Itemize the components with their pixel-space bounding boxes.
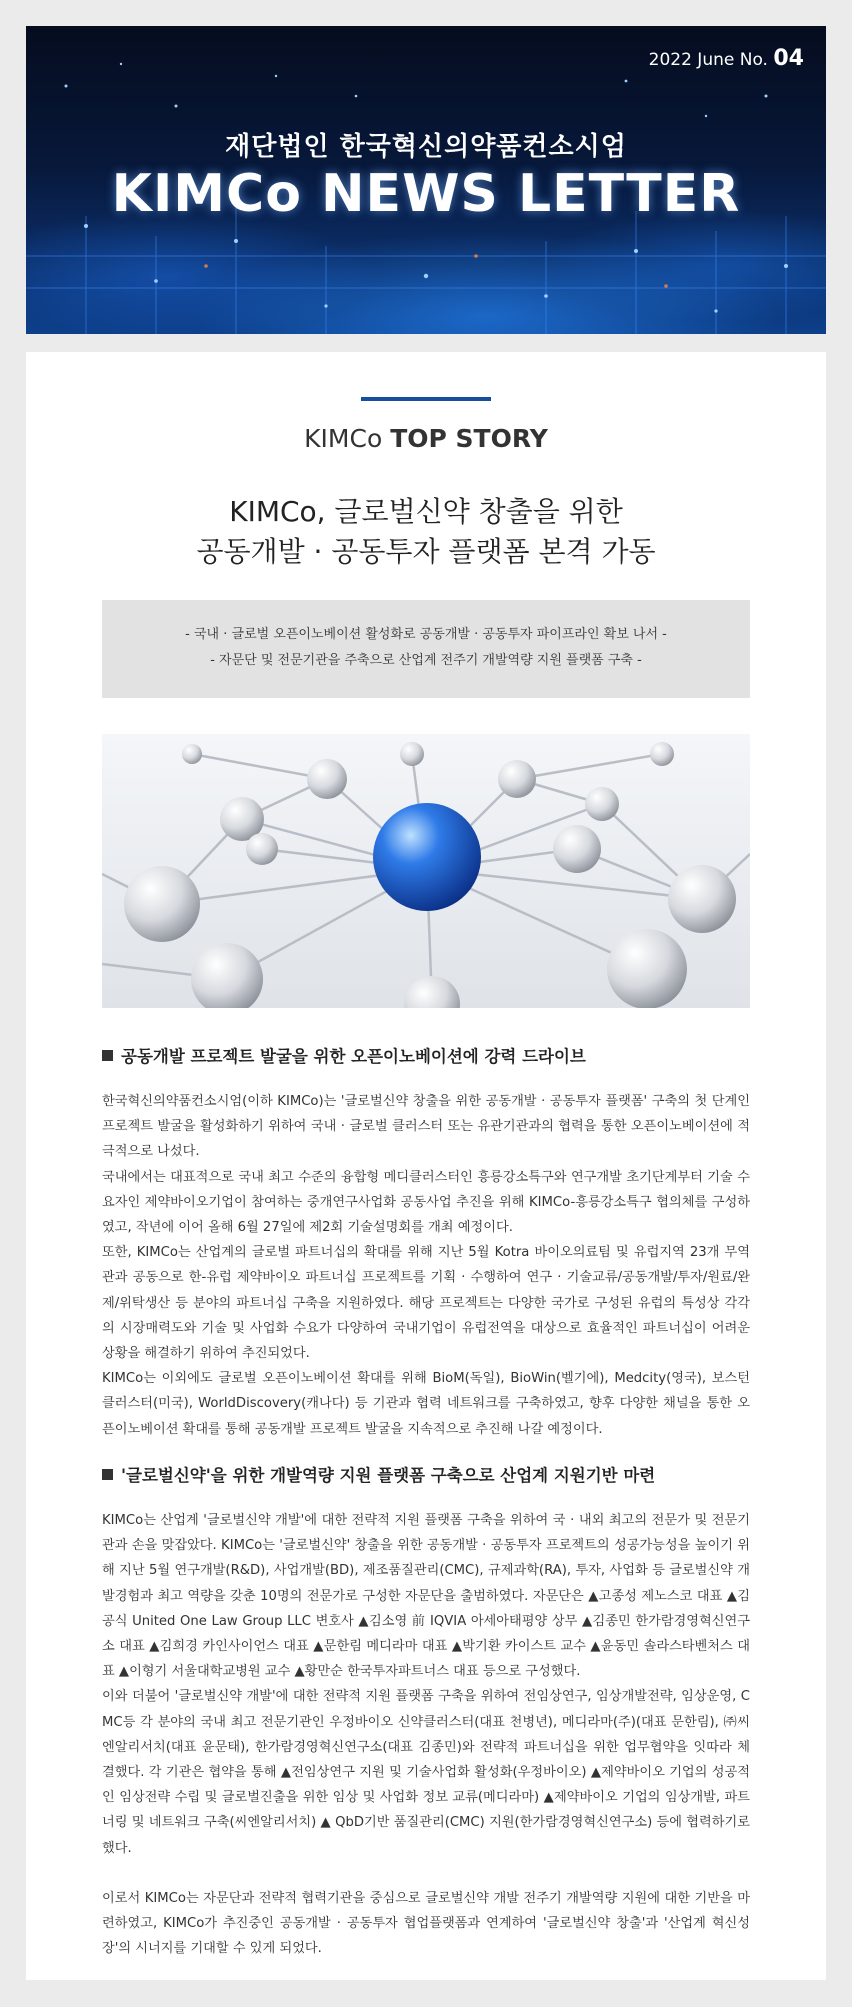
section-divider: [361, 397, 491, 401]
square-bullet-icon: [102, 1050, 113, 1061]
paragraph: 한국혁신의약품컨소시엄(이하 KIMCo)는 '글로벌신약 창출을 위한 공동개발 · 공동투자 플랫폼' 구축의 첫 단계인 프로젝트 발굴을 활성화하기 위하여 국내 · 글로벌 클러스터 또는 유관기관과의 협력을 통한 오픈이노베이션에 적극적으로 나섰다.: [102, 1094, 750, 1160]
section-tag-bold: TOP STORY: [390, 424, 548, 453]
section-heading-2: [102, 1462, 655, 1486]
newsletter-title: KIMCo NEWS LETTER: [111, 164, 741, 224]
subheading-2: - 자문단 및 전문기관을 주축으로 산업계 전주기 개발역량 지원 플랫폼 구축 -: [210, 653, 642, 668]
section-heading-1: [102, 1043, 586, 1067]
paragraph: KIMCo는 이외에도 글로벌 오픈이노베이션 확대를 위해 BioM(독일), BioWin(벨기에), Medcity(영국), 보스턴 클러스터(미국), WorldDiscovery(캐나다) 등 기관과 협력 네트워크를 구축하였고, 향후 다양한 채널을 통한 오픈이노베이션 확대를 통해 공동개발 프로젝트 발굴을 지속적으로 추진해 나갈 예정이다.: [102, 1371, 750, 1437]
issue-number-value: 04: [773, 46, 804, 71]
paragraph: 이와 더불어 '글로벌신약 개발'에 대한 전략적 지원 플랫폼 구축을 위하여 전임상연구, 임상개발전략, 임상운영, CMC등 각 분야의 국내 최고 전문기관인 우정바이오 신약클러스터(대표 천병년), 메디라마(주)(대표 문한림), ㈜씨엔알리서치(대표 윤문태), 한가람경영혁신연구소(대표 김종민)와 전략적 파트너십을 위한 업무협약을 잇따라 체결했다. 각 기관은 협약을 통해 ▲전임상연구 지원 및 기술사업화 활성화(우정바이오) ▲제약바이오 기업의 성공적인 임상전략 수립 및 글로벌진출을 위한 임상 및 사업화 정보 교류(메디라마) ▲제약바이오 기업의 임상개발, 파트너링 및 네트워크 구축(씨엔알리서치) ▲ QbD기반 품질관리(CMC) 지원(한가람경영혁신연구소) 등에 협력하기로 했다.: [102, 1689, 750, 1856]
section-body-2: [102, 1508, 750, 1961]
square-bullet-icon: [102, 1469, 113, 1480]
section-heading-1-text: 공동개발 프로젝트 발굴을 위한 오픈이노베이션에 강력 드라이브: [121, 1047, 586, 1066]
organization-name: 재단법인 한국혁신의약품컨소시엄: [225, 132, 627, 162]
issue-prefix: 2022 June No.: [648, 50, 768, 70]
section-body-1: [102, 1089, 750, 1442]
network-spheres-image: [102, 734, 750, 1008]
article-headline: [26, 492, 826, 572]
section-tag: [26, 424, 826, 453]
section-tag-light: KIMCo: [304, 424, 391, 453]
issue-number: [649, 46, 804, 71]
paragraph: 국내에서는 대표적으로 국내 최고 수준의 융합형 메디클러스터인 흥릉강소특구와 연구개발 초기단계부터 기술 수요자인 제약바이오기업이 참여하는 중개연구사업화 공동사업 추진을 위해 KIMCo-흥릉강소특구 협의체를 구성하였고, 작년에 이어 올해 6월 27일에 제2회 기술설명회를 개최 예정이다.: [102, 1169, 750, 1236]
section-heading-2-text: '글로벌신약'을 위한 개발역량 지원 플랫폼 구축으로 산업계 지원기반 마련: [121, 1466, 656, 1485]
article-card: [26, 352, 826, 1980]
newsletter-banner: [26, 26, 826, 334]
subheading-box: [102, 600, 750, 698]
subheading-1: - 국내 · 글로벌 오픈이노베이션 활성화로 공동개발 · 공동투자 파이프라인 확보 나서 -: [185, 627, 667, 642]
paragraph: 또한, KIMCo는 산업계의 글로벌 파트너십의 확대를 위해 지난 5월 Kotra 바이오의료팀 및 유럽지역 23개 무역관과 공동으로 한-유럽 제약바이오 파트너십 프로젝트를 기획 · 수행하여 연구 · 기술교류/공동개발/투자/원료/완제/위탁생산 등 분야의 파트너십 구축을 지원하였다. 해당 프로젝트는 다양한 국가로 구성된 유럽의 특성상 각각의 시장매력도와 기술 및 사업화 수요가 다양하여 국내기업이 유럽전역을 대상으로 효율적인 파트너십이 어려운 상황을 해결하기 위하여 추진되었다.: [102, 1245, 750, 1362]
headline-line-2: 공동개발 · 공동투자 플랫폼 본격 가동: [196, 535, 656, 568]
paragraph: 이로서 KIMCo는 자문단과 전략적 협력기관을 중심으로 글로벌신약 개발 전주기 개발역량 지원에 대한 기반을 마련하였고, KIMCo가 추진중인 공동개발 · 공동투자 협업플랫폼과 연계하여 '글로벌신약 창출'과 '산업계 혁신성장'의 시너지를 기대할 수 있게 되었다.: [102, 1890, 750, 1957]
paragraph: KIMCo는 산업계 '글로벌신약 개발'에 대한 전략적 지원 플랫폼 구축을 위하여 국 · 내외 최고의 전문가 및 전문기관과 손을 맞잡았다. KIMCo는 '글로벌신약' 창출을 위한 공동개발 · 공동투자 프로젝트의 성공가능성을 높이기 위해 지난 5월 연구개발(R&D), 사업개발(BD), 제조품질관리(CMC), 규제과학(RA), 투자, 사업화 등 글로벌신약 개발경험과 최고 역량을 갖춘 10명의 전문가로 구성한 자문단을 출범하였다. 자문단은 ▲고종성 제노스코 대표 ▲김공식 United One Law Group LLC 변호사 ▲김소영 前 IQVIA 아세아태평양 상무 ▲김종민 한가람경영혁신연구소 대표 ▲김희경 카인사이언스 대표 ▲문한림 메디라마 대표 ▲박기환 카이스트 교수 ▲윤동민 솔라스타벤처스 대표 ▲이형기 서울대학교병원 교수 ▲황만순 한국투자파트너스 대표 등으로 구성했다.: [102, 1513, 750, 1680]
headline-line-1: KIMCo, 글로벌신약 창출을 위한: [229, 495, 623, 528]
